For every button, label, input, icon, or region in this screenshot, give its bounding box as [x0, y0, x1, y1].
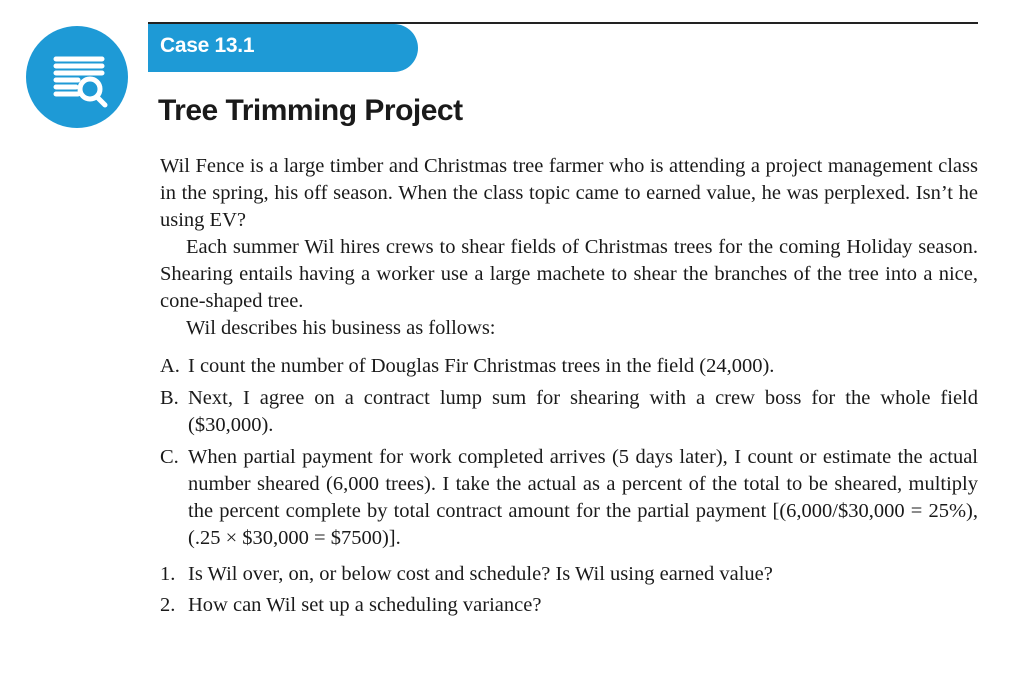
list-marker: B. — [160, 387, 179, 409]
paragraph-shearing: Each summer Wil hires crews to shear fields of Christmas trees for the coming Holiday season. Shearing entails having a worker use a large machete to shear the branches of the tree into a nice, cone-shaped tree. — [160, 236, 978, 312]
list-marker: 1. — [160, 563, 176, 585]
list-marker: C. — [160, 446, 179, 468]
list-marker: A. — [160, 355, 180, 377]
list-item — [160, 385, 978, 439]
list-item — [160, 561, 978, 588]
case-icon-badge — [26, 26, 128, 128]
paragraph-business: Wil describes his business as follows: — [186, 317, 496, 339]
list-item — [160, 353, 978, 380]
list-item-text: How can Wil set up a scheduling variance? — [188, 594, 542, 616]
case-number-label: Case 13.1 — [160, 34, 255, 57]
process-steps-list — [160, 353, 978, 552]
list-item-text: Next, I agree on a contract lump sum for shearing with a crew boss for the whole field ($30,000). — [188, 387, 978, 436]
list-item-text: I count the number of Douglas Fir Christmas trees in the field (24,000). — [188, 355, 775, 377]
list-item-text: Is Wil over, on, or below cost and schedule? Is Wil using earned value? — [188, 563, 773, 585]
case-title: Tree Trimming Project — [158, 94, 463, 127]
case-body — [160, 153, 978, 623]
questions-list — [160, 561, 978, 619]
list-item — [160, 444, 978, 552]
list-marker: 2. — [160, 594, 176, 616]
book-search-icon — [26, 26, 128, 128]
list-item — [160, 592, 978, 619]
paragraph-intro: Wil Fence is a large timber and Christmas tree farmer who is attending a project management class in the spring, his off season. When the class topic came to earned value, he was perplexed. Isn’t he using EV? — [160, 155, 978, 231]
list-item-text: When partial payment for work completed arrives (5 days later), I count or estimate the actual number sheared (6,000 trees). I take the actual as a percent of the total to be sheared, multiply the percent complete by total contract amount for the partial payment [(6,000/$30,000 = 25%), (.25 × $30,000 = $7500)]. — [188, 446, 978, 549]
